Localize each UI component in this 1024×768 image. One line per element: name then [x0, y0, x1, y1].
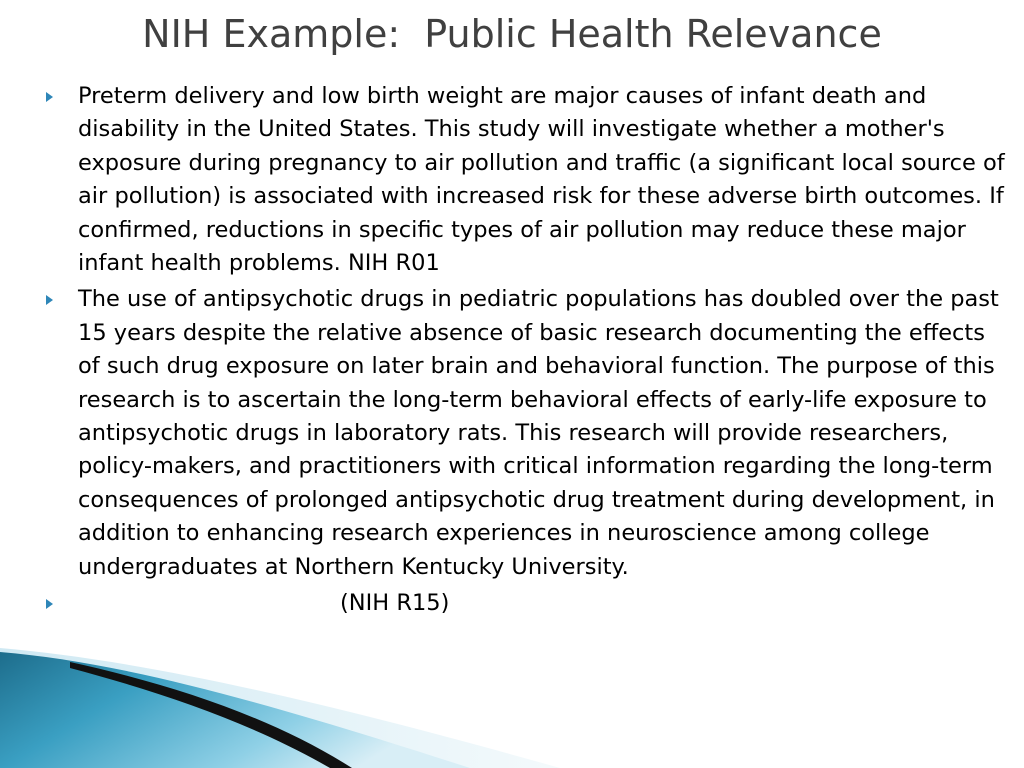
bullet-text: Preterm delivery and low birth weight are major causes of infant death and disability in the United States. This study will investigate whether a mother's exposure during pregnancy to air pollution and traffic (a significant local source of air pollution) is associated with increased risk for these adverse birth outcomes. If confirmed, reductions in specific types of air pollution may reduce these major infant health problems. NIH R01	[78, 83, 1005, 277]
bullet-item	[0, 587, 1024, 620]
bullet-arrow-icon	[46, 599, 53, 609]
bullet-arrow-icon	[46, 92, 53, 102]
bullet-arrow-icon	[46, 295, 53, 305]
bullet-list	[0, 80, 1024, 624]
wave-main-band	[0, 652, 470, 768]
bullet-item	[0, 80, 1024, 280]
bullet-text: (NIH R15)	[340, 590, 450, 617]
bullet-item	[0, 283, 1024, 584]
bullet-text: The use of antipsychotic drugs in pediatric populations has doubled over the past 15 years despite the relative absence of basic research documenting the effects of such drug exposure on later brain and behavioral function. The purpose of this research is to ascertain the long-term behavioral effects of early-life exposure to antipsychotic drugs in laboratory rats. This research will provide researchers, policy-makers, and practitioners with critical information regarding the long-term consequences of prolonged antipsychotic drug treatment during development, in addition to enhancing research experiences in neuroscience among college undergraduates at Northern Kentucky University.	[78, 286, 999, 580]
slide-title: NIH Example: Public Health Relevance	[142, 12, 882, 56]
